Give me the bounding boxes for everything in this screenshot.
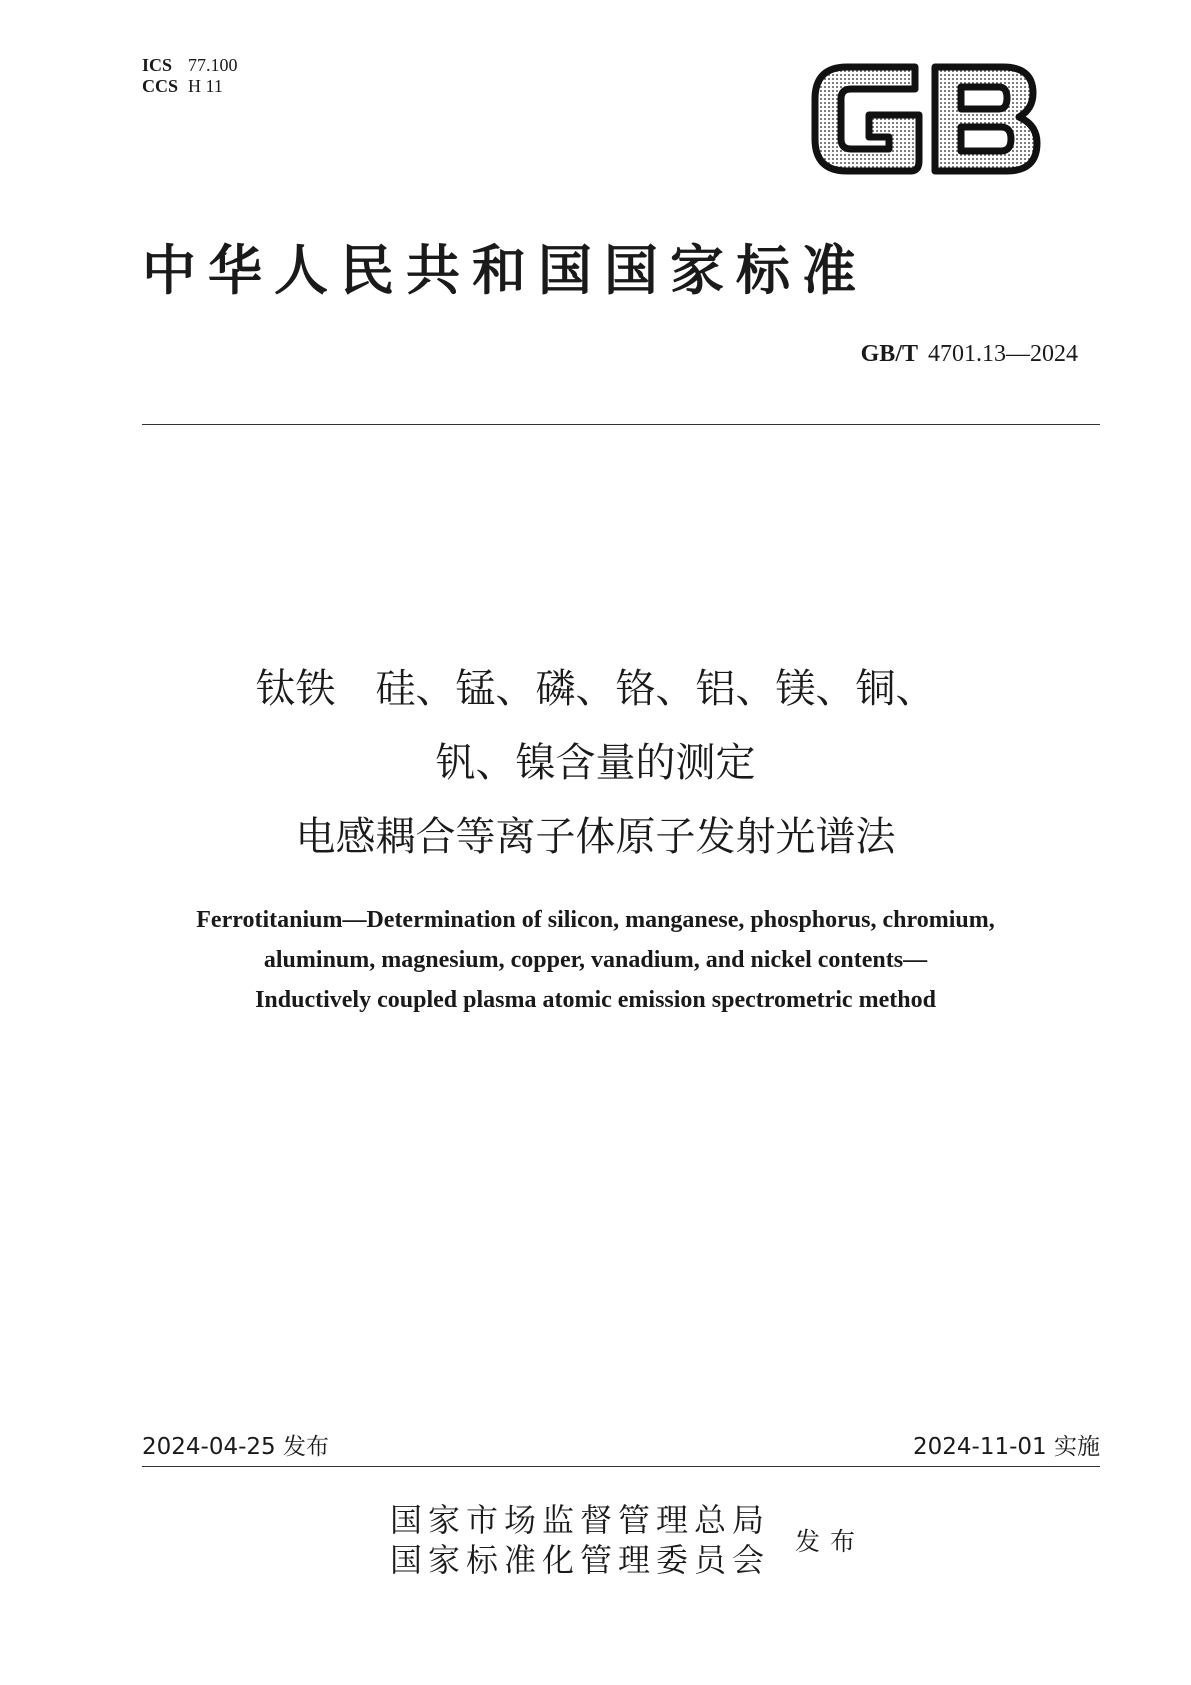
publish-date: 2024-04-25 发布 bbox=[142, 1434, 329, 1460]
implement-date: 2024-11-01 实施 bbox=[913, 1434, 1100, 1460]
standard-number bbox=[861, 341, 1078, 368]
standard-prefix: GB/T bbox=[860, 341, 918, 367]
issue-label: 发布 bbox=[795, 1527, 866, 1556]
english-title-line2: aluminum, magnesium, copper, vanadium, and nickel contents— bbox=[263, 947, 928, 973]
classification-codes bbox=[142, 55, 238, 97]
english-title bbox=[0, 900, 1191, 1020]
chinese-title-line2: 钒、镍含量的测定 bbox=[435, 740, 756, 786]
chinese-title-line1: 钛铁 硅、锰、磷、铬、铝、镁、铜、 bbox=[255, 666, 936, 712]
top-divider bbox=[142, 424, 1100, 425]
ics-code: ICS 77.100 bbox=[142, 55, 238, 75]
issuing-organizations bbox=[390, 1500, 770, 1580]
gb-logo bbox=[807, 57, 1045, 181]
english-title-line3: Inductively coupled plasma atomic emission spectrometric method bbox=[255, 987, 936, 1013]
bottom-divider bbox=[142, 1466, 1100, 1467]
standard-code: 4701.13—2024 bbox=[928, 341, 1078, 367]
english-title-line1: Ferrotitanium—Determination of silicon, manganese, phosphorus, chromium, bbox=[196, 907, 995, 933]
chinese-title bbox=[0, 652, 1191, 874]
issuer-samr: 国家市场监督管理总局 bbox=[390, 1501, 771, 1539]
chinese-title-line3: 电感耦合等离子体原子发射光谱法 bbox=[295, 814, 896, 860]
ccs-code: CCS H 11 bbox=[142, 76, 223, 96]
issuer-sac: 国家标准化管理委员会 bbox=[390, 1541, 771, 1579]
national-standard-title: 中华人民共和国国家标准 bbox=[142, 238, 868, 302]
